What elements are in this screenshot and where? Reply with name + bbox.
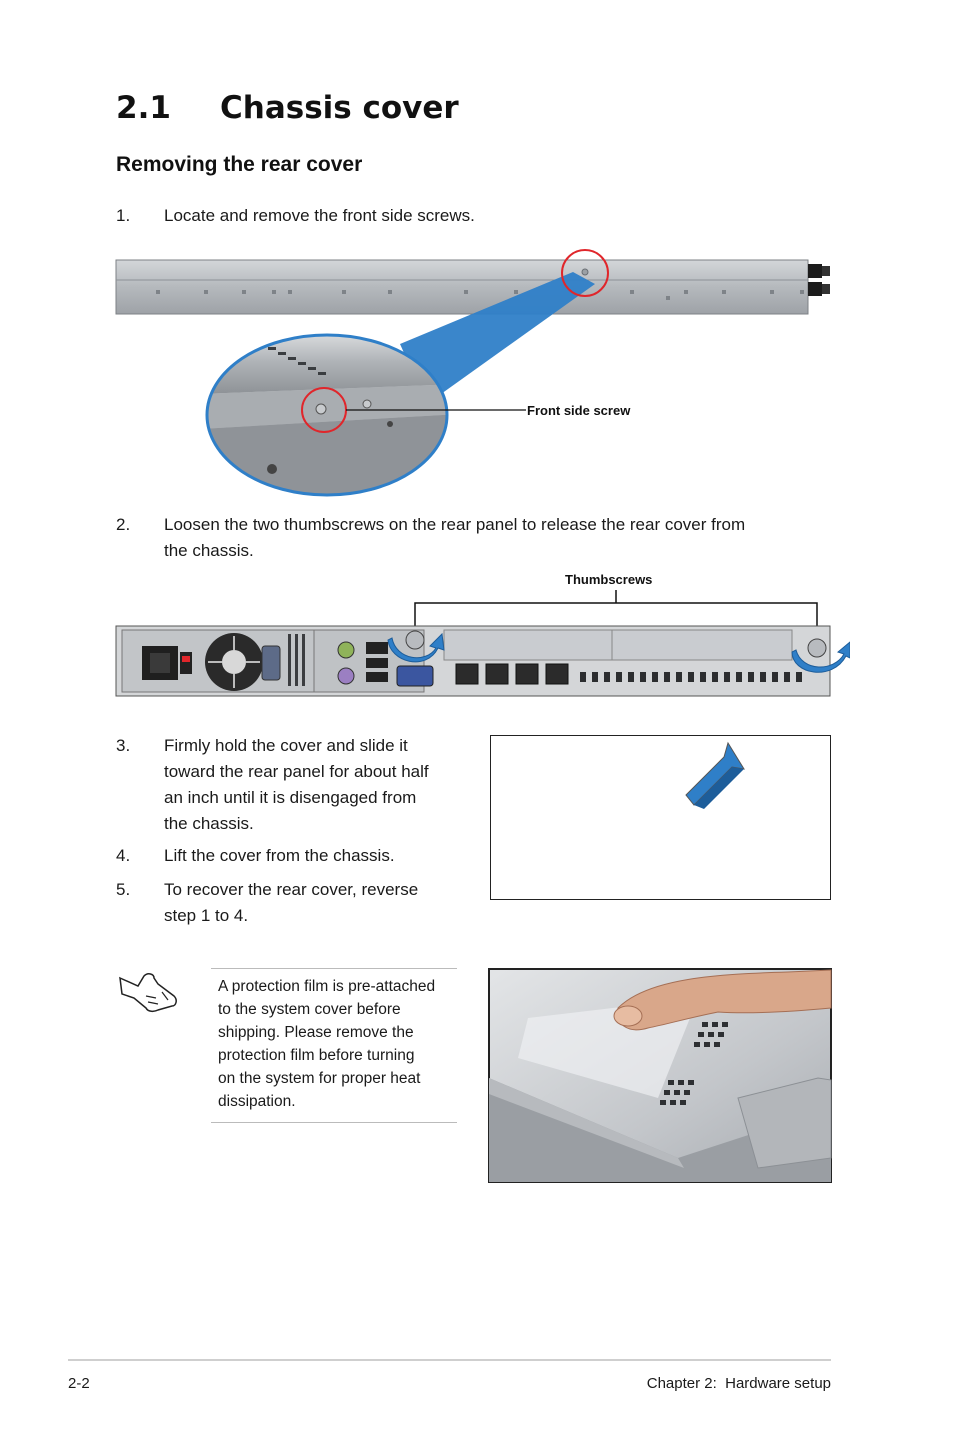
front-side-screw-figure <box>110 244 840 500</box>
step-line: the chassis. <box>164 541 254 560</box>
step-line: toward the rear panel for about half <box>164 762 429 781</box>
step-text: Lift the cover from the chassis. <box>164 846 395 865</box>
note-text <box>218 975 458 1113</box>
step-number: 5. <box>116 880 131 899</box>
note-line: to the system cover before <box>218 1001 401 1018</box>
section-title: Chassis cover <box>220 90 459 126</box>
note-line: dissipation. <box>218 1093 296 1110</box>
step-5 <box>116 877 476 929</box>
note-line: A protection film is pre-attached <box>218 978 436 995</box>
thumbscrews-label: Thumbscrews <box>565 572 653 587</box>
step-4 <box>116 843 476 869</box>
step-number: 3. <box>116 736 131 755</box>
step-line: Firmly hold the cover and slide it <box>164 736 408 755</box>
step-2 <box>116 512 846 564</box>
step-line: an inch until it is disengaged from <box>164 788 417 807</box>
rear-panel-figure <box>110 590 850 702</box>
chapter-label: Chapter 2: Hardware setup <box>646 1375 831 1392</box>
slide-cover-figure <box>490 735 832 901</box>
page-number: 2-2 <box>68 1375 90 1392</box>
hand-pointer-icon <box>118 966 182 1016</box>
note-top-divider <box>211 968 457 969</box>
protection-film-photo <box>488 968 832 1184</box>
step-line: the chassis. <box>164 814 254 833</box>
step-number: 1. <box>116 206 131 225</box>
step-text: Locate and remove the front side screws. <box>164 206 475 225</box>
front-side-screw-label: Front side screw <box>527 403 631 418</box>
note-bottom-divider <box>211 1122 457 1123</box>
step-line: step 1 to 4. <box>164 906 249 925</box>
step-3 <box>116 733 476 837</box>
note-line: protection film before turning <box>218 1047 415 1064</box>
section-heading <box>116 90 459 126</box>
note-line: shipping. Please remove the <box>218 1024 414 1041</box>
section-number: 2.1 <box>116 90 171 126</box>
step-number: 4. <box>116 846 131 865</box>
step-line: To recover the rear cover, reverse <box>164 880 419 899</box>
step-line: Loosen the two thumbscrews on the rear panel to release the rear cover from <box>164 515 746 534</box>
step-1 <box>116 203 836 229</box>
footer-rule <box>68 1359 831 1361</box>
note-line: on the system for proper heat <box>218 1070 421 1087</box>
step-number: 2. <box>116 515 131 534</box>
subsection-heading: Removing the rear cover <box>116 153 363 176</box>
